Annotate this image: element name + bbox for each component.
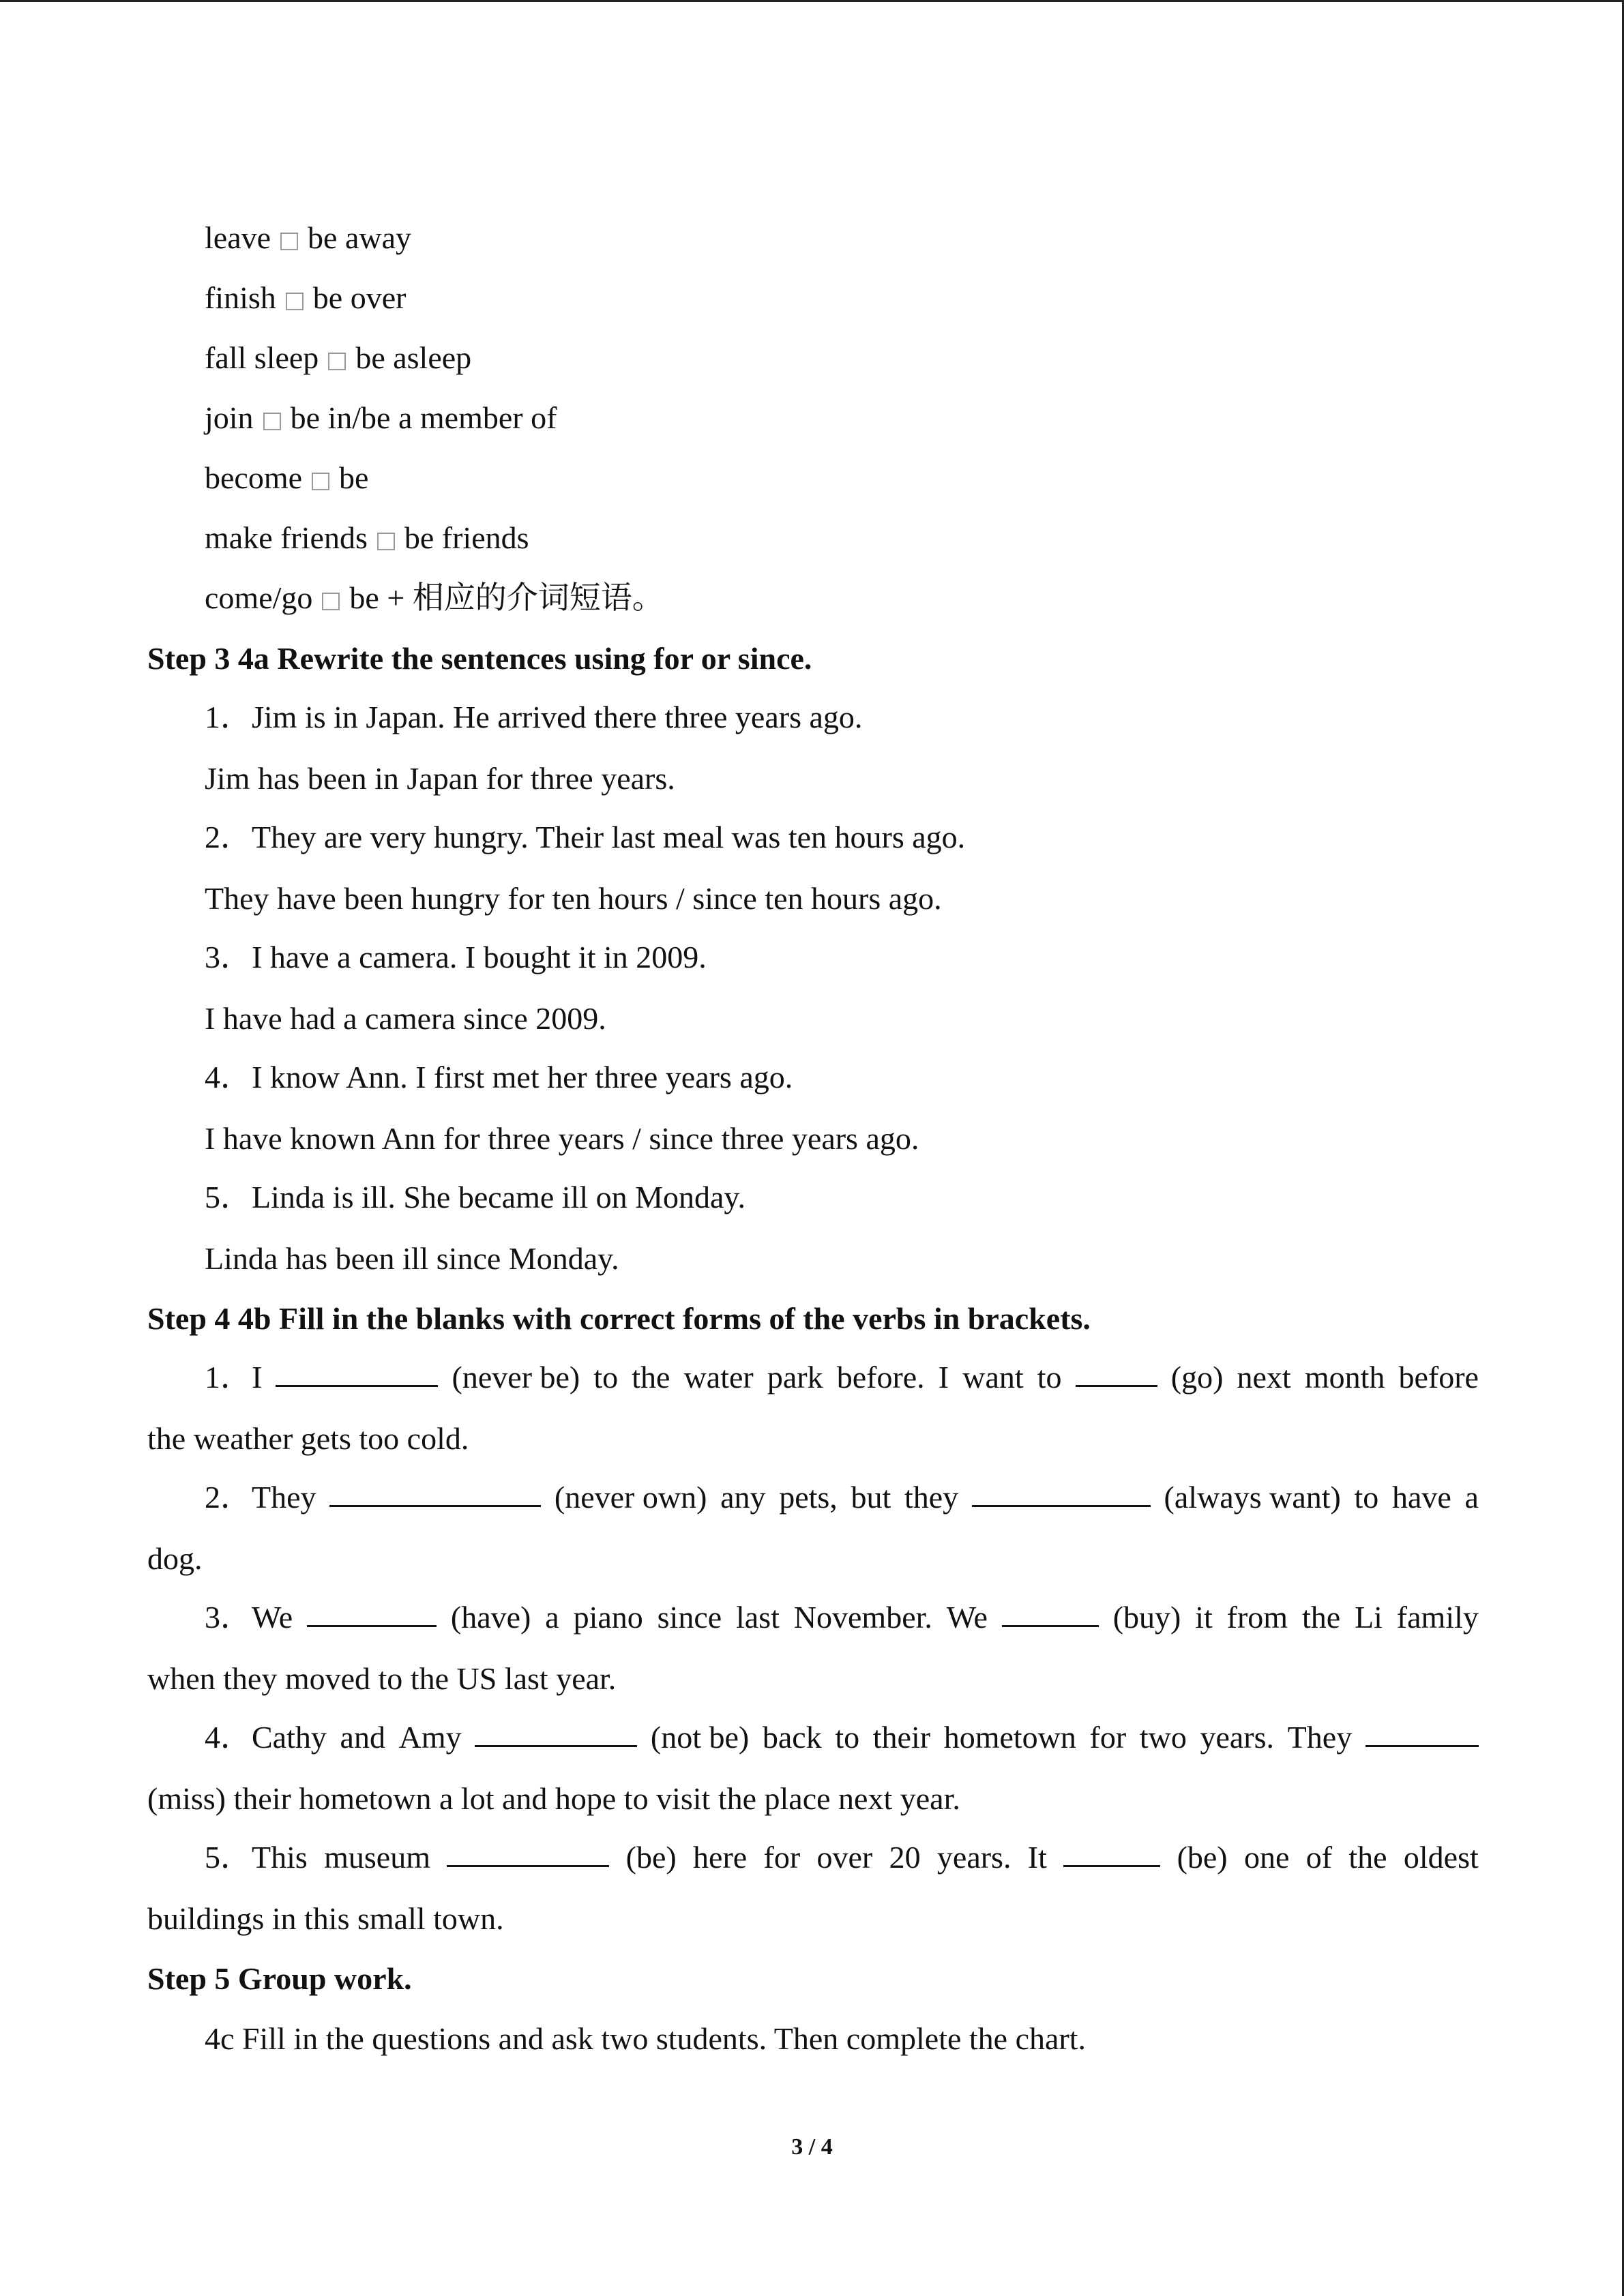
step3-answer: Jim has been in Japan for three years.: [205, 761, 675, 796]
answer-blank[interactable]: [447, 1839, 609, 1867]
step3-answer: Linda has been ill since Monday.: [205, 1241, 619, 1276]
phrase-line: fall sleep be asleep: [205, 340, 472, 375]
answer-blank[interactable]: [1002, 1599, 1099, 1627]
phrase-line: finish be over: [205, 280, 407, 315]
fill-item-continuation: buildings in this small town.: [147, 1901, 504, 1936]
answer-blank[interactable]: [972, 1479, 1151, 1507]
answer-blank[interactable]: [475, 1719, 637, 1747]
answer-blank[interactable]: [1076, 1359, 1157, 1387]
phrase-line: join be in/be a member of: [205, 400, 557, 435]
checkbox-glyph: [286, 293, 304, 310]
step3-question: 1．Jim is in Japan. He arrived there three years ago.: [205, 700, 863, 734]
step4-heading: Step 4 4b Fill in the blanks with correct forms of the verbs in brackets.: [147, 1301, 1091, 1336]
fill-item-line: 2．They (never own) any pets, but they (always want) to have a: [205, 1480, 1479, 1515]
top-border: [0, 0, 1624, 2]
answer-blank[interactable]: [307, 1599, 437, 1627]
fill-item-continuation: the weather gets too cold.: [147, 1421, 469, 1456]
answer-blank[interactable]: [1365, 1719, 1479, 1747]
checkbox-glyph: [377, 533, 395, 550]
checkbox-glyph: [322, 593, 340, 610]
answer-blank[interactable]: [1063, 1839, 1160, 1867]
step3-question: 4．I know Ann. I first met her three years ago.: [205, 1060, 793, 1094]
phrase-line: become be: [205, 460, 369, 495]
page-number: 3 / 4: [791, 2134, 833, 2160]
answer-blank[interactable]: [276, 1359, 438, 1387]
phrase-line: make friends be friends: [205, 520, 529, 555]
checkbox-glyph: [263, 413, 281, 430]
fill-item-line: 4．Cathy and Amy (not be) back to their hometown for two years. They: [205, 1719, 1479, 1756]
fill-item-line: 3．We (have) a piano since last November. We (buy) it from the Li family: [205, 1600, 1479, 1635]
checkbox-glyph: [328, 353, 346, 370]
answer-blank[interactable]: [329, 1479, 541, 1507]
fill-item-line: 5．This museum (be) here for over 20 years. It (be) one of the oldest: [205, 1840, 1479, 1875]
step3-answer: I have known Ann for three years / since three years ago.: [205, 1121, 919, 1156]
phrase-line: come/go be + 相应的介词短语。: [205, 580, 664, 615]
fill-item-continuation: when they moved to the US last year.: [147, 1661, 617, 1696]
step3-question: 5．Linda is ill. She became ill on Monday.: [205, 1180, 745, 1214]
step3-heading: Step 3 4a Rewrite the sentences using for or since.: [147, 641, 812, 676]
step3-question: 2．They are very hungry. Their last meal was ten hours ago.: [205, 820, 966, 854]
step3-answer: I have had a camera since 2009.: [205, 1001, 606, 1036]
step3-answer: They have been hungry for ten hours / since ten hours ago.: [205, 881, 942, 916]
phrase-line: leave be away: [205, 220, 412, 255]
fill-item-continuation: (miss) their hometown a lot and hope to visit the place next year.: [147, 1781, 960, 1816]
fill-item-continuation: dog.: [147, 1541, 203, 1576]
step5-heading: Step 5 Group work.: [147, 1961, 412, 1996]
checkbox-glyph: [312, 473, 329, 490]
checkbox-glyph: [280, 233, 298, 250]
step5-text: 4c Fill in the questions and ask two students. Then complete the chart.: [205, 2021, 1087, 2056]
fill-item-line: 1．I (never be) to the water park before. I want to (go) next month before: [205, 1360, 1479, 1395]
step3-question: 3．I have a camera. I bought it in 2009.: [205, 940, 707, 974]
